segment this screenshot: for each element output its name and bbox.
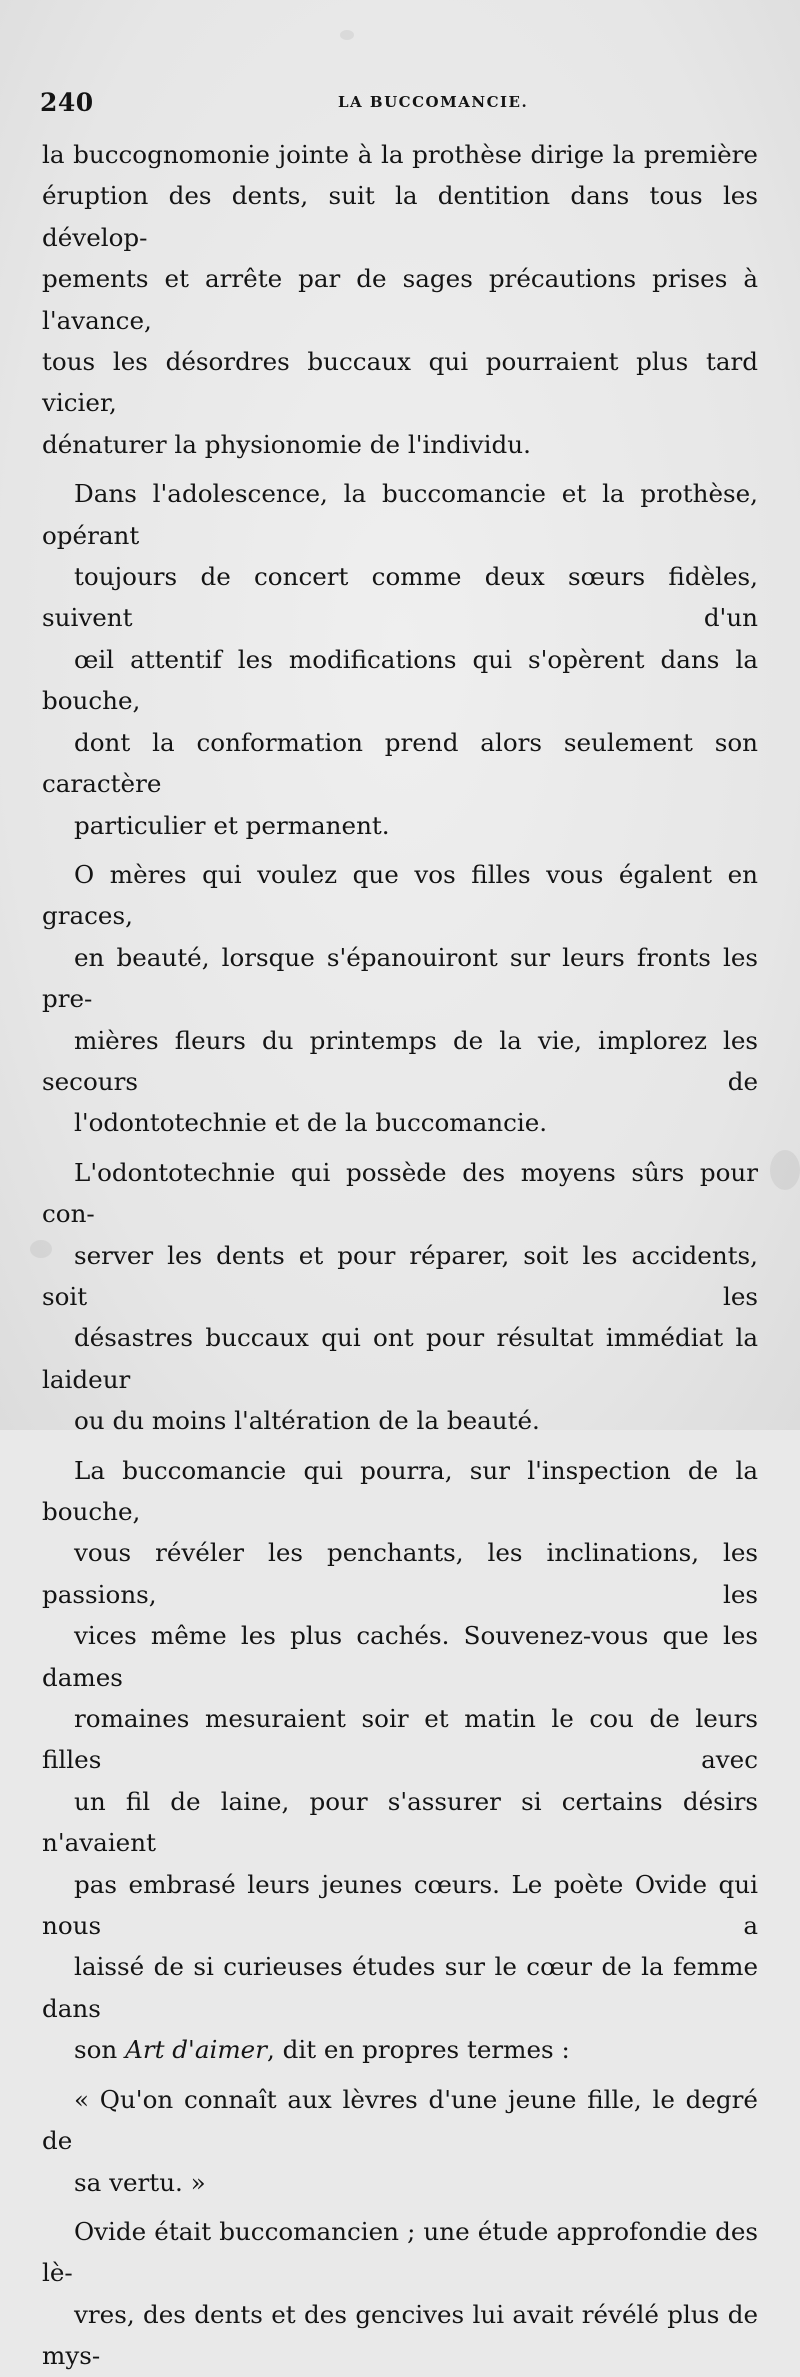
text-line: désastres buccaux qui ont pour résultat immédiat la laideur [42,1323,758,1394]
text-fragment: son [74,2035,126,2065]
text-line: dénaturer la physionomie de l'individu. [42,429,531,459]
book-title-italic: Art d'aimer [125,2035,267,2065]
text-line: sa vertu. » [74,2167,206,2197]
paragraph-3 [42,854,758,1144]
page-header [40,86,760,120]
text-line: un fil de laine, pour s'assurer si certains désirs n'avaient [42,1786,758,1858]
text-line: l'odontotechnie et de la buccomancie. [74,1108,548,1138]
ink-smudge [340,30,354,40]
paragraph-5 [42,1450,758,2071]
paragraph-4 [42,1152,758,1442]
text-line: « Qu'on connaît aux lèvres d'une jeune fille, le degré de [42,2084,758,2156]
text-line: O mères qui voulez que vos filles vous égalent en graces, [42,859,758,931]
text-line: vres, des dents et des gencives lui avait révélé plus de mys- [42,2299,758,2371]
running-title: LA BUCCOMANCIE. [338,93,529,111]
text-line: vous révéler les penchants, les inclinations, les passions, les [42,1538,758,1609]
text-line: dont la conformation prend alors seulement son caractère [42,727,758,799]
paragraph-2 [42,473,758,846]
text-line: œil attentif les modifications qui s'opèrent dans la bouche, [42,644,758,716]
text-line: Ovide était buccomancien ; une étude approfondie des lè- [42,2216,758,2288]
text-line: mières fleurs du printemps de la vie, implorez les secours de [42,1025,758,1096]
page-number: 240 [40,88,94,117]
text-line: L'odontotechnie qui possède des moyens sûrs pour con- [42,1157,758,1229]
text-line: toujours de concert comme deux sœurs fidèles, suivent d'un [42,562,758,633]
text-line: éruption des dents, suit la dentition dans tous les dévelop- [42,181,758,252]
text-line: tous les désordres buccaux qui pourraient plus tard vicier, [42,347,758,418]
text-line: laissé de si curieuses études sur le cœur de la femme dans [42,1952,758,2023]
paragraph-6-quote [42,2079,758,2203]
text-line: en beauté, lorsque s'épanouiront sur leurs fronts les pre- [42,942,758,1014]
ink-smudge [770,1150,800,1190]
paragraph-1 [42,134,758,465]
body-text [42,134,758,2377]
text-line: pements et arrête par de sages précautions prises à l'avance, [42,264,758,335]
text-line [42,2029,758,2070]
text-line: vices même les plus cachés. Souvenez-vous que les dames [42,1621,758,1692]
text-line: server les dents et pour réparer, soit les accidents, soit les [42,1240,758,1311]
text-line: Dans l'adolescence, la buccomancie et la prothèse, opérant [42,479,758,550]
text-line: particulier et permanent. [74,810,390,840]
text-line: La buccomancie qui pourra, sur l'inspection de la bouche, [42,1455,758,1526]
text-line: la buccognomonie jointe à la prothèse dirige la première [42,140,758,169]
text-line: ou du moins l'altération de la beauté. [74,1406,540,1436]
text-line: romaines mesuraient soir et matin le cou de leurs filles avec [42,1704,758,1775]
text-fragment: , dit en propres termes : [266,2035,570,2065]
text-line: pas embrasé leurs jeunes cœurs. Le poète Ovide qui nous a [42,1869,758,1941]
paragraph-7 [42,2211,758,2377]
